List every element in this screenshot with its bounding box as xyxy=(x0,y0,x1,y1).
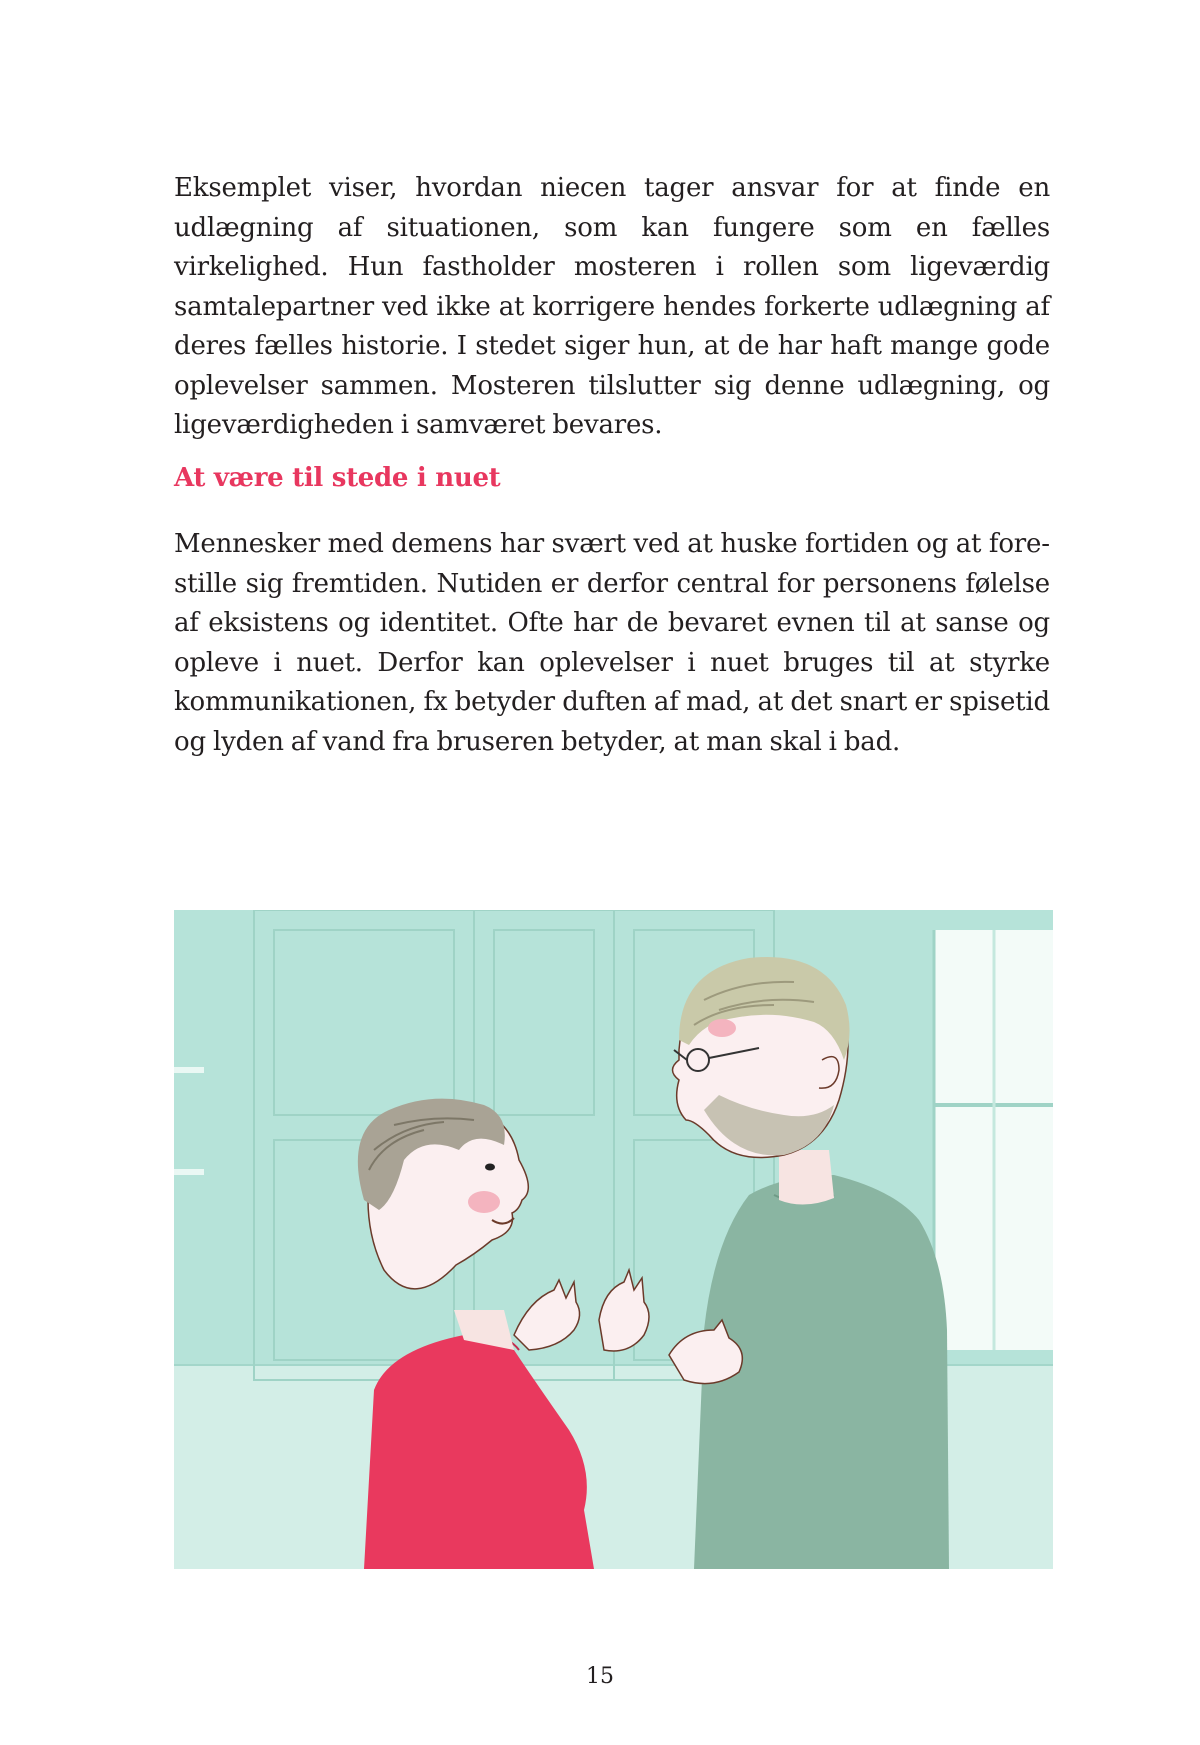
section-heading: At være til stede i nuet xyxy=(174,463,501,493)
body-paragraph: Mennesker med demens har svært ved at huske fortiden og at forestille sig fremtiden. Nutiden er derfor central for personens følelse af eksistens og identitet. Ofte har de bevaret evnen til at sanse og opleve i nuet. Derfor kan oplevelser i nuet bruges til at styrke kommunikationen, fx betyder duften af mad, at det snart er spisetid og lyden af vand fra bruseren betyder, at man skal i bad. xyxy=(174,529,1050,757)
body-paragraph: Eksemplet viser, hvordan niecen tager ansvar for at finde en udlægning af situationen, som kan fungere som en fælles virkelighed. Hun fastholder mosteren i rollen som ligeværdig samtalepartner ved ikke at korrigere hendes forkerte udlægning af deres fælles historie. I stedet siger hun, at de har haft mange gode oplevelser sammen. Mosteren tilslutter sig denne udlægning, og ligeværdigheden i samværet bevares. xyxy=(174,173,1050,440)
conversation-illustration xyxy=(174,910,1053,1569)
page-number: 15 xyxy=(586,1664,614,1689)
